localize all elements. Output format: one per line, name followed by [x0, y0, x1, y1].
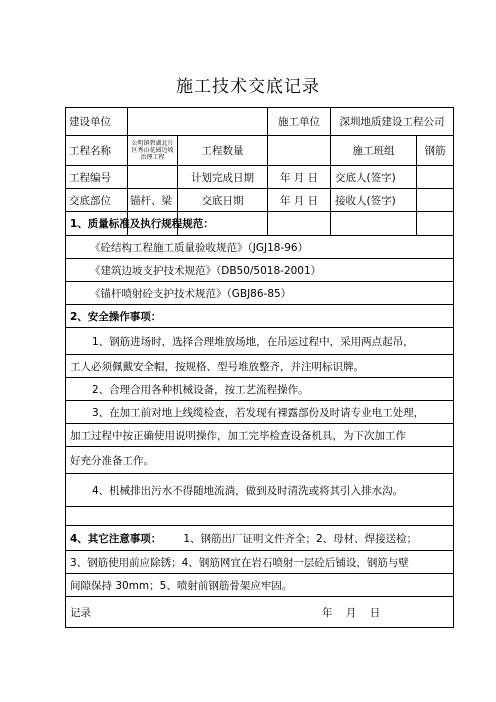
project-name-field[interactable]: 公明镇碧湖北片区秀山花园边坡治理工程 — [131, 140, 174, 161]
team-label: 施工班组 — [352, 145, 395, 157]
safety-line: 加工过程中按正确使用说明操作，加工完毕检查设备机具，为下次加工作 — [70, 429, 406, 442]
quantity-label: 工程数量 — [201, 145, 244, 157]
project-name-label: 工程名称 — [69, 145, 111, 157]
construction-unit-field[interactable] — [128, 108, 267, 135]
receiver-signature-field[interactable] — [417, 189, 453, 211]
part-field[interactable]: 锚杆、梁 — [130, 194, 172, 207]
planned-date-field[interactable]: 年 月 日 — [279, 171, 319, 184]
brief-date-label: 交底日期 — [201, 194, 244, 207]
other-notes-row — [70, 526, 449, 550]
planned-date-label: 计划完成日期 — [191, 171, 254, 184]
quantity-field[interactable] — [268, 136, 330, 165]
team-field[interactable]: 钢筋 — [424, 145, 446, 157]
builder-field[interactable]: 深圳地质建设工程公司 — [339, 115, 445, 128]
other-heading: 4、其它注意事项： — [70, 532, 162, 545]
construction-unit-label: 建设单位 — [69, 116, 111, 128]
project-no-field[interactable] — [128, 166, 177, 188]
quality-heading: 1、质量标准及执行规程规范： — [70, 218, 214, 230]
briefer-signature-field[interactable] — [417, 166, 453, 188]
safety-line: 好充分准备工作。 — [70, 454, 154, 467]
other-note-line: 间隙保持 30mm；5、喷射前钢筋骨架应牢固。 — [70, 579, 293, 592]
other-note-first: 1、钢筋出厂证明文件齐全；2、母材、焊接送检； — [183, 532, 418, 545]
receiver-label: 接收人(签字) — [335, 194, 396, 207]
page-title: 施工技术交底记录 — [176, 77, 320, 97]
safety-line: 3、在加工前对地上线缆检查，若发现有裸露部份及时请专业电工处理， — [92, 406, 425, 419]
row-divider — [66, 506, 453, 507]
other-note-line: 3、钢筋使用前应除锈；4、钢筋网宜在岩石喷射一层砼后铺设，钢筋与壁 — [70, 556, 409, 569]
record-row — [70, 597, 449, 627]
safety-line: 工人必须佩戴安全帽，按规格、型号堆放整齐，并注明标识牌。 — [70, 360, 364, 373]
brief-date-field[interactable]: 年 月 日 — [279, 194, 319, 207]
safety-line: 2、合理合用各种机械设备，按工艺流程操作。 — [92, 383, 309, 396]
quality-item: 《建筑边坡支护技术规范》（DB50/5018-2001） — [90, 264, 322, 277]
record-date-field[interactable]: 年 月 日 — [322, 606, 381, 619]
part-label: 交底部位 — [69, 194, 111, 207]
briefer-label: 交底人(签字) — [335, 171, 396, 184]
project-no-label: 工程编号 — [69, 171, 111, 184]
builder-label: 施工单位 — [278, 116, 320, 128]
safety-line: 1、钢筋进场时，选择合理堆放场地，在吊运过程中，采用两点起吊， — [92, 335, 414, 348]
briefing-form — [65, 107, 454, 628]
quality-item: 《砼结构工程施工质量验收规范》（JGJ18-96） — [90, 241, 309, 254]
quality-item: 《锚杆喷射砼支护技术规范》（GBJ86-85） — [90, 287, 292, 300]
safety-line: 4、机械排出污水不得随地流淌，做到及时清洗或将其引入排水沟。 — [92, 484, 404, 497]
safety-heading: 2、安全操作事项： — [70, 310, 162, 323]
record-label: 记录 — [70, 606, 91, 619]
